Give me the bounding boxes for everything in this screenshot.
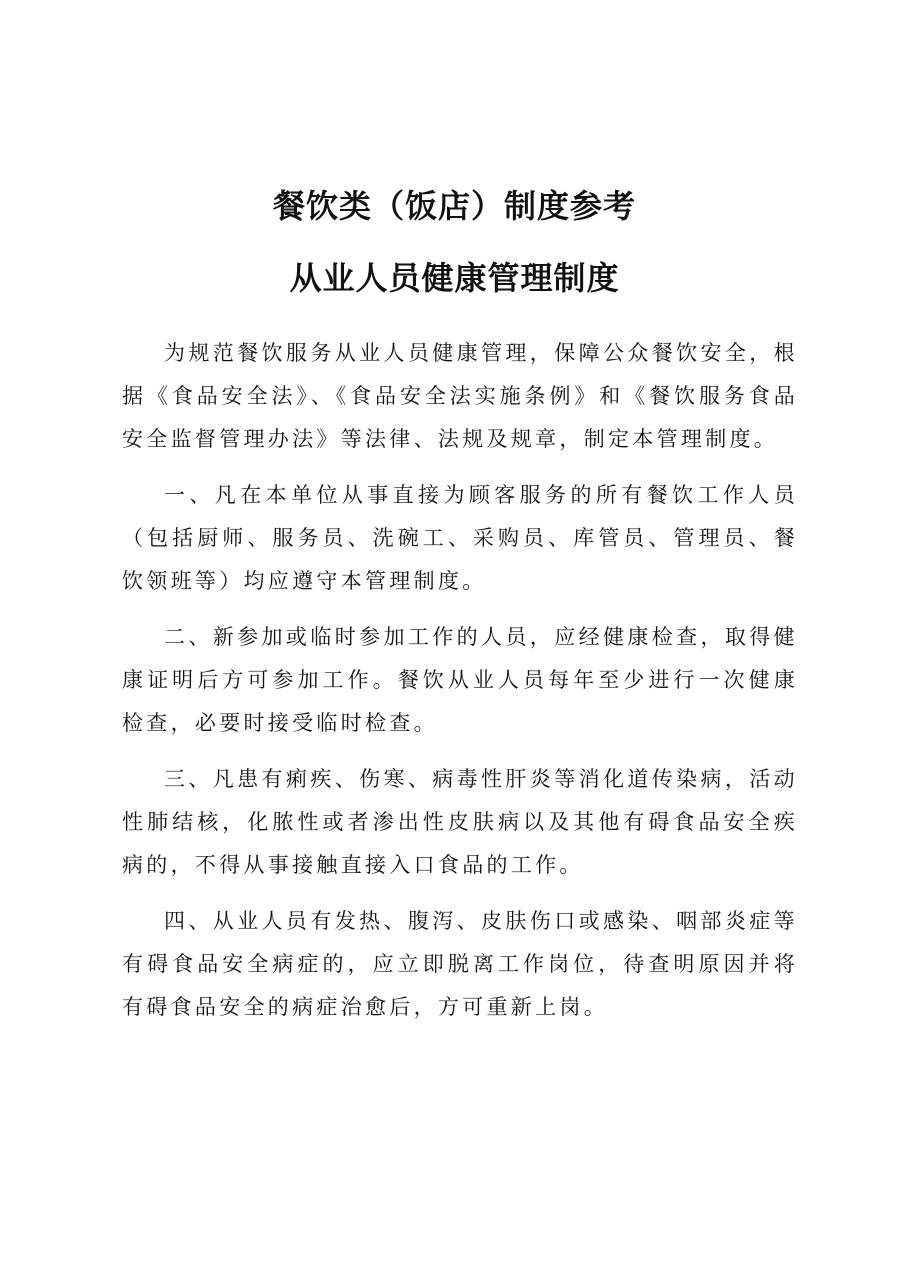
paragraph-intro: 为规范餐饮服务从业人员健康管理，保障公众餐饮安全，根据《食品安全法》、《食品安全法实施条例》和《餐饮服务食品安全监督管理办法》等法律、法规及规章，制定本管理制度。 — [122, 341, 798, 451]
document-title: 餐饮类（饭店）制度参考 — [272, 187, 636, 225]
paragraph-clause-1: 一、凡在本单位从事直接为顾客服务的所有餐饮工作人员（包括厨师、服务员、洗碗工、采购员、库管员、管理员、餐饮领班等）均应遵守本管理制度。 — [122, 483, 798, 593]
document-body — [122, 332, 798, 1042]
paragraph-clause-2: 二、新参加或临时参加工作的人员，应经健康检查，取得健康证明后方可参加工作。餐饮从业人员每年至少进行一次健康检查，必要时接受临时检查。 — [122, 625, 798, 735]
paragraph-clause-4: 四、从业人员有发热、腹泻、皮肤伤口或感染、咽部炎症等有碍食品安全病症的，应立即脱离工作岗位，待查明原因并将有碍食品安全的病症治愈后，方可重新上岗。 — [122, 909, 798, 1019]
document-subtitle: 从业人员健康管理制度 — [289, 259, 620, 297]
paragraph-clause-3: 三、凡患有痢疾、伤寒、病毒性肝炎等消化道传染病，活动性肺结核，化脓性或者渗出性皮肤病以及其他有碍食品安全疾病的，不得从事接触直接入口食品的工作。 — [122, 767, 798, 877]
